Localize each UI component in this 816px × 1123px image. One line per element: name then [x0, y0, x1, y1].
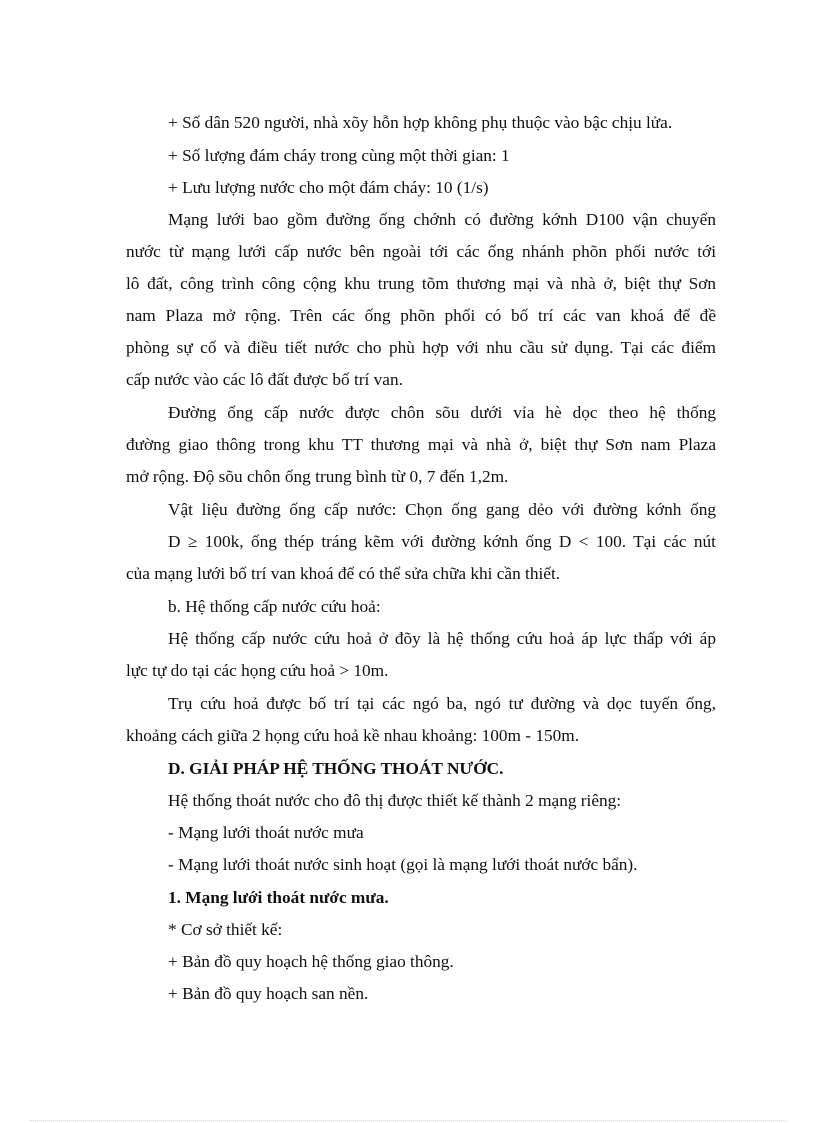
- text-line: Vật liệu đường ống cấp nước: Chọn ống gang dẻo với đường kớnh ống: [168, 500, 716, 519]
- text-line: lực tự do tại các họng cứu hoả > 10m.: [126, 661, 389, 680]
- text-line: mở rộng. Độ sõu chôn ống trung bình từ 0, 7 đến 1,2m.: [126, 467, 509, 486]
- text-line: khoảng cách giữa 2 họng cứu hoả kề nhau khoảng: 100m - 150m.: [126, 726, 580, 745]
- subsection-title: 1. Mạng lưới thoát nước mưa.: [168, 888, 389, 907]
- text-line: đường giao thông trong khu TT thương mại và nhà ở, biệt thự Sơn nam Plaza: [126, 435, 716, 454]
- list-item: + Bản đồ quy hoạch hệ thống giao thông.: [168, 952, 454, 971]
- text-line: Trụ cứu hoả được bố trí tại các ngó ba, ngó tư đường và dọc tuyến ống,: [168, 694, 716, 713]
- text-line: Hệ thống cấp nước cứu hoả ở đõy là hệ thống cứu hoả áp lực thấp với áp: [168, 629, 716, 648]
- footer-divider: [30, 1120, 786, 1121]
- text-line: + Số dân 520 người, nhà xõy hỗn hợp không phụ thuộc vào bậc chịu lửa.: [168, 113, 673, 132]
- text-line: nước từ mạng lưới cấp nước bên ngoài tới các ống nhánh phõn phối nước tới: [126, 242, 716, 261]
- section-heading: b. Hệ thống cấp nước cứu hoả:: [168, 597, 381, 616]
- list-item: + Bản đồ quy hoạch san nền.: [168, 984, 369, 1003]
- text-line: phòng sự cố và điều tiết nước cho phù hợp với nhu cầu sử dụng. Tại các điểm: [126, 338, 716, 357]
- text-line: D ≥ 100k, ống thép tráng kẽm với đường kớnh ống D < 100. Tại các nút: [168, 532, 716, 551]
- text-line: nam Plaza mở rộng. Trên các ống phõn phối có bố trí các van khoá để đề: [126, 306, 716, 325]
- text-line: Mạng lưới bao gồm đường ống chớnh có đường kớnh D100 vận chuyển: [168, 210, 716, 229]
- text-line: Hệ thống thoát nước cho đô thị được thiết kế thành 2 mạng riêng:: [168, 791, 622, 810]
- text-line: Đường ống cấp nước được chôn sõu dưới vỉa hè dọc theo hệ thống: [168, 403, 716, 422]
- text-line: * Cơ sở thiết kế:: [168, 920, 283, 939]
- text-line: cấp nước vào các lô đất được bố trí van.: [126, 370, 403, 389]
- section-title: D. GIẢI PHÁP HỆ THỐNG THOÁT NƯỚC.: [168, 759, 504, 778]
- text-line: lô đất, công trình công cộng khu trung tõm thương mại và nhà ở, biệt thự Sơn: [126, 274, 716, 293]
- list-item: - Mạng lưới thoát nước mưa: [168, 823, 364, 842]
- text-line: + Số lượng đám cháy trong cùng một thời gian: 1: [168, 146, 510, 165]
- list-item: - Mạng lưới thoát nước sinh hoạt (gọi là mạng lưới thoát nước bẩn).: [168, 855, 638, 874]
- text-line: + Lưu lượng nước cho một đám cháy: 10 (1/s): [168, 178, 489, 197]
- text-line: của mạng lưới bố trí van khoá để có thể sửa chữa khi cần thiết.: [126, 564, 561, 583]
